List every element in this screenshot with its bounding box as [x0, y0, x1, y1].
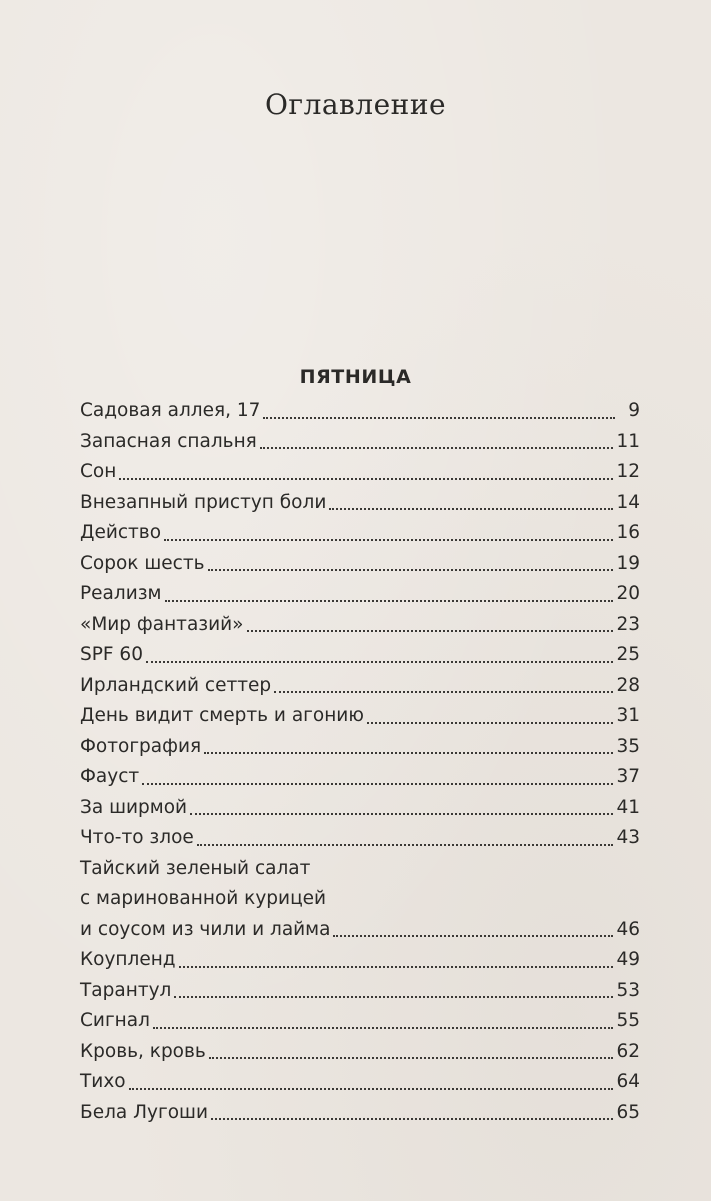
- toc-entry-title: Внезапный приступ боли: [80, 491, 327, 513]
- toc-entry: [80, 518, 640, 549]
- toc-entry-title: Сигнал: [80, 1010, 150, 1031]
- dot-leader: [129, 1088, 614, 1090]
- toc-entry-title: Тарантул: [80, 979, 172, 1001]
- dot-leader: [153, 1027, 614, 1029]
- toc-entry-title: Коупленд: [80, 949, 176, 970]
- toc-entry-page: 41: [616, 796, 640, 818]
- toc-entry-title-line: Тайский зеленый салат: [80, 857, 311, 879]
- dot-leader: [190, 813, 613, 815]
- toc-entry-title: Садовая аллея, 17: [80, 400, 261, 421]
- toc-entry-title: За ширмой: [80, 796, 188, 818]
- dot-leader: [165, 600, 614, 602]
- toc-entry: [80, 945, 640, 976]
- toc-entry-title: Что-то злое: [80, 827, 194, 848]
- dot-leader: [247, 630, 614, 632]
- toc-entry: [80, 793, 640, 824]
- toc-entry-multiline: [80, 854, 640, 946]
- toc-entry-page: 55: [616, 1010, 640, 1031]
- toc-entry-title: Сорок шесть: [80, 552, 205, 574]
- dot-leader: [367, 722, 614, 724]
- toc-entry: [80, 1067, 640, 1098]
- toc-entry: [80, 762, 640, 793]
- toc-entry: [80, 549, 640, 580]
- toc-entry: [80, 732, 640, 763]
- dot-leader: [146, 661, 613, 663]
- toc-entry-page: 46: [616, 918, 640, 940]
- toc-entry: [80, 823, 640, 854]
- dot-leader: [333, 935, 613, 937]
- toc-entry-page: 65: [616, 1101, 640, 1123]
- toc-entry: [80, 579, 640, 610]
- toc-entry-page: 43: [616, 827, 640, 848]
- toc-entry-page: 35: [616, 735, 640, 757]
- toc-entry-page: 28: [616, 674, 640, 696]
- toc-entry: [80, 640, 640, 671]
- toc-entry-title: «Мир фантазий»: [80, 613, 244, 635]
- toc-entry-page: 19: [616, 552, 640, 574]
- toc-entry: [80, 976, 640, 1007]
- dot-leader: [179, 966, 614, 968]
- toc-entry-title: Сон: [80, 461, 117, 482]
- toc-entry: [80, 396, 640, 427]
- toc-entry-title: День видит смерть и агонию: [80, 705, 364, 726]
- toc-entry-page: 20: [616, 583, 640, 604]
- toc-entry-page: 62: [616, 1040, 640, 1062]
- dot-leader: [204, 752, 613, 754]
- toc-entry-title: Тихо: [80, 1071, 126, 1092]
- section-heading: ПЯТНИЦА: [299, 366, 412, 388]
- toc-entry-title: SPF 60: [80, 644, 143, 665]
- toc-entry-title-line: с маринованной курицей: [80, 888, 327, 909]
- toc-entry-page: 23: [616, 613, 640, 635]
- toc-entry-title: Запасная спальня: [80, 430, 257, 452]
- toc-entry-page: 49: [616, 949, 640, 970]
- dot-leader: [119, 478, 613, 480]
- toc-entry: [80, 427, 640, 458]
- toc-entry: [80, 488, 640, 519]
- toc-entry: [80, 457, 640, 488]
- toc-entry: [80, 1037, 640, 1068]
- toc-entry: [80, 701, 640, 732]
- toc-entry-page: 12: [616, 461, 640, 482]
- toc-entry-page: 31: [616, 705, 640, 726]
- toc-entry-page: 9: [628, 400, 640, 421]
- toc-entry-page: 53: [616, 979, 640, 1001]
- toc-entry-page: 11: [616, 430, 640, 452]
- toc-entry: [80, 1006, 640, 1037]
- dot-leader: [211, 1118, 613, 1120]
- toc-entry-page: 64: [616, 1071, 640, 1092]
- toc-entry-title: Кровь, кровь: [80, 1040, 206, 1062]
- toc-entry-page: 16: [616, 522, 640, 543]
- toc-entry-title: Фотография: [80, 735, 202, 757]
- toc-entry: [80, 1098, 640, 1129]
- toc-entry: [80, 671, 640, 702]
- dot-leader: [174, 996, 613, 998]
- dot-leader: [197, 844, 614, 846]
- dot-leader: [208, 569, 614, 571]
- dot-leader: [260, 447, 614, 449]
- dot-leader: [274, 691, 613, 693]
- toc-entry-title: Ирландский сеттер: [80, 674, 272, 696]
- toc-entry-title: Фауст: [80, 766, 140, 787]
- table-of-contents: [80, 396, 640, 1128]
- toc-entry-page: 14: [616, 491, 640, 513]
- toc-entry-title-line: и соусом из чили и лайма: [80, 918, 331, 940]
- toc-entry-title: Реализм: [80, 583, 162, 604]
- dot-leader: [263, 417, 615, 419]
- toc-entry-page: 37: [616, 766, 640, 787]
- toc-entry: [80, 610, 640, 641]
- dot-leader: [329, 508, 613, 510]
- toc-entry-page: 25: [616, 644, 640, 665]
- dot-leader: [164, 539, 613, 541]
- dot-leader: [209, 1057, 614, 1059]
- toc-entry-title: Бела Лугоши: [80, 1101, 208, 1123]
- dot-leader: [142, 783, 613, 785]
- toc-entry-title: Действо: [80, 522, 162, 543]
- page-title: Оглавление: [264, 88, 447, 121]
- toc-entry-last-line: [80, 915, 640, 946]
